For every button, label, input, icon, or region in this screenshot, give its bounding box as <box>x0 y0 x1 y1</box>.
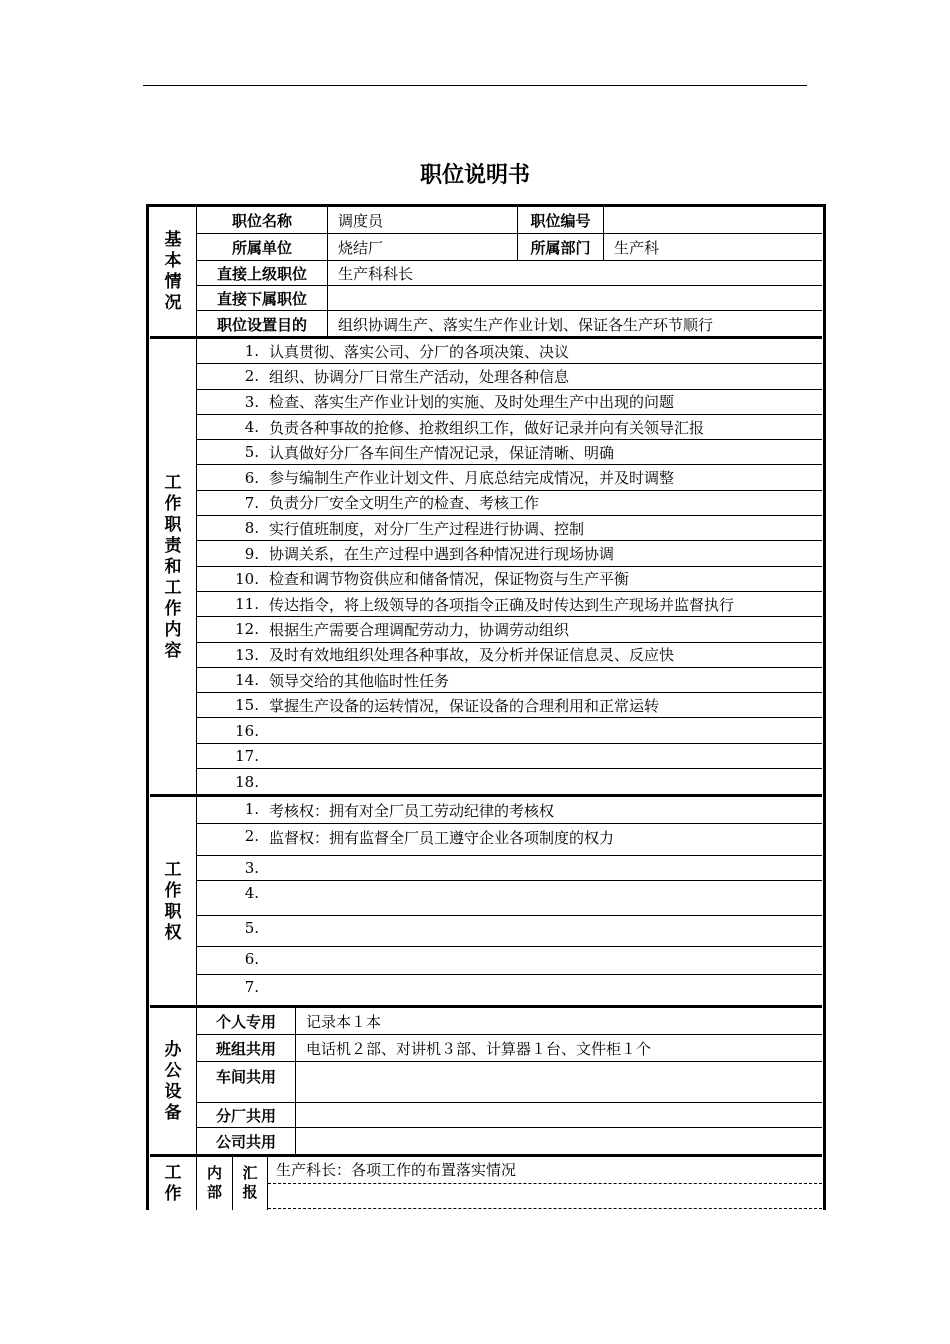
duty-item-text: 传达指令，将上级领导的各项指令正确及时传达到生产现场并监督执行 <box>269 595 735 614</box>
duty-item-number: 5. <box>244 443 259 462</box>
duty-item <box>197 693 822 718</box>
duty-item-text: 领导交给的其他临时性任务 <box>269 671 450 690</box>
report-label-cell <box>233 1157 268 1210</box>
duty-item-text: 检查、落实生产作业计划的实施、及时处理生产中出现的问题 <box>269 393 675 412</box>
unit-row <box>197 234 822 261</box>
authority-item-text: 考核权：拥有对全厂员工劳动纪律的考核权 <box>269 802 555 820</box>
dashed-rule <box>268 1208 822 1209</box>
duty-item-text: 协调关系，在生产过程中遇到各种情况进行现场协调 <box>269 545 615 564</box>
equipment-row <box>197 1062 822 1103</box>
purpose-label: 职位设置目的 <box>197 311 328 337</box>
duty-item-text: 检查和调节物资供应和储备情况，保证物资与生产平衡 <box>269 570 630 589</box>
duty-item-number: 8. <box>244 519 259 538</box>
duty-item-number: 4. <box>244 418 259 437</box>
equipment-row-label: 公司共用 <box>197 1128 296 1155</box>
equipment-section-label: 办公设备 <box>146 1008 197 1155</box>
duty-item-text: 负责分厂安全文明生产的检查、考核工作 <box>269 494 540 513</box>
header-rule <box>143 85 807 86</box>
duty-item-number: 1. <box>244 342 259 361</box>
duty-item-number: 15. <box>235 696 259 715</box>
dept-value: 生产科 <box>614 238 660 257</box>
duties-section-label: 工作职责和工作内容 <box>146 339 197 795</box>
duty-item-text: 掌握生产设备的运转情况，保证设备的合理利用和正常运转 <box>269 696 660 715</box>
duty-item-number: 14. <box>235 671 259 690</box>
duty-item-number: 17. <box>235 746 259 765</box>
duty-item <box>197 668 822 693</box>
position-name-value: 调度员 <box>328 207 518 233</box>
superior-label: 直接上级职位 <box>197 261 328 285</box>
equipment-row-label: 班组共用 <box>197 1035 296 1061</box>
duty-item-number: 9. <box>244 544 259 563</box>
duty-item <box>197 491 822 516</box>
report-label: 汇报 <box>240 1164 259 1203</box>
duty-item-text: 实行值班制度，对分厂生产过程进行协调、控制 <box>269 519 585 538</box>
duty-item <box>197 719 822 744</box>
authority-item-number: 5. <box>244 919 259 937</box>
authority-item <box>197 916 822 947</box>
duty-item <box>197 541 822 566</box>
duty-item <box>197 592 822 617</box>
unit-value: 烧结厂 <box>328 234 518 260</box>
authority-item <box>197 947 822 975</box>
duty-item-number: 7. <box>244 493 259 512</box>
duty-item <box>197 617 822 642</box>
duty-item <box>197 440 822 465</box>
unit-label: 所属单位 <box>197 234 328 260</box>
duty-item-text: 参与编制生产作业计划文件、月底总结完成情况，并及时调整 <box>269 469 675 488</box>
purpose-row <box>197 311 822 337</box>
authority-item-number: 1. <box>244 800 259 818</box>
duty-item-text: 及时有效地组织处理各种事故，及分析并保证信息灵、反应快 <box>269 646 675 665</box>
authority-section-label: 工作职权 <box>146 797 197 1006</box>
equipment-row-label: 车间共用 <box>197 1062 296 1102</box>
dept-label: 所属部门 <box>518 234 604 260</box>
duty-item <box>197 643 822 668</box>
equipment-row-label: 分厂共用 <box>197 1103 296 1127</box>
equipment-row-value <box>296 1062 822 1102</box>
report-line-1: 生产科长：各项工作的布置落实情况 <box>276 1161 517 1179</box>
equipment-row <box>197 1008 822 1035</box>
authority-item-number: 4. <box>244 884 259 902</box>
position-no-label: 职位编号 <box>518 207 604 233</box>
duty-item-number: 2. <box>244 367 259 386</box>
duty-item-text: 认真做好分厂各车间生产情况记录，保证清晰、明确 <box>269 443 615 462</box>
authority-item-number: 6. <box>244 950 259 968</box>
duty-item-number: 11. <box>235 595 259 614</box>
duty-item-number: 18. <box>235 772 259 791</box>
equipment-row <box>197 1103 822 1128</box>
authority-item <box>197 881 822 916</box>
duty-item <box>197 769 822 794</box>
duty-item-text: 根据生产需要合理调配劳动力，协调劳动组织 <box>269 620 570 639</box>
equipment-row-value: 电话机２部、对讲机３部、计算器１台、文件柜１个 <box>306 1039 652 1058</box>
page-title: 职位说明书 <box>419 163 530 188</box>
duty-item-number: 12. <box>235 620 259 639</box>
superior-row <box>197 261 822 286</box>
duty-item <box>197 390 822 415</box>
duty-item <box>197 339 822 364</box>
duty-item-number: 13. <box>235 645 259 664</box>
equipment-row <box>197 1128 822 1155</box>
authority-item <box>197 856 822 881</box>
duty-item <box>197 364 822 389</box>
duty-item <box>197 567 822 592</box>
purpose-value: 组织协调生产、落实生产作业计划、保证各生产环节顺行 <box>338 315 714 334</box>
dashed-rule <box>268 1183 822 1184</box>
subordinate-label: 直接下属职位 <box>197 286 328 310</box>
duty-item <box>197 415 822 440</box>
equipment-row-value <box>296 1128 822 1155</box>
duty-item-number: 6. <box>244 468 259 487</box>
superior-value: 生产科科长 <box>338 264 414 283</box>
authority-item-number: 3. <box>244 859 259 877</box>
duty-item-number: 16. <box>235 721 259 740</box>
equipment-row-label: 个人专用 <box>197 1008 296 1034</box>
duty-item-number: 10. <box>235 569 259 588</box>
duty-item <box>197 744 822 769</box>
subordinate-row <box>197 286 822 311</box>
duty-item-text: 负责各种事故的抢修、抢救组织工作，做好记录并向有关领导汇报 <box>269 418 705 437</box>
subordinate-value <box>328 286 822 310</box>
duty-item-number: 3. <box>244 392 259 411</box>
authority-item <box>197 797 822 824</box>
duty-item-text: 认真贯彻、落实公司、分厂的各项决策、决议 <box>269 342 570 361</box>
authority-item <box>197 975 822 1006</box>
duty-item <box>197 466 822 491</box>
position-no-value <box>604 207 822 233</box>
duty-item-text: 组织、协调分厂日常生产活动，处理各种信息 <box>269 367 570 386</box>
equipment-row-value: 记录本１本 <box>306 1012 382 1031</box>
authority-item-number: 2. <box>244 827 259 845</box>
authority-item-text: 监督权：拥有监督全厂员工遵守企业各项制度的权力 <box>269 829 615 847</box>
authority-item-number: 7. <box>244 978 259 996</box>
position-name-label: 职位名称 <box>197 207 328 233</box>
work-relation-section-label: 工作 <box>146 1157 197 1210</box>
internal-label-cell <box>197 1157 233 1210</box>
equipment-row <box>197 1035 822 1062</box>
position-name-row <box>197 207 822 234</box>
equipment-row-value <box>296 1103 822 1127</box>
duty-item <box>197 516 822 541</box>
authority-item <box>197 824 822 856</box>
basic-info-section-label: 基本情况 <box>146 207 197 337</box>
internal-label: 内部 <box>205 1164 223 1203</box>
